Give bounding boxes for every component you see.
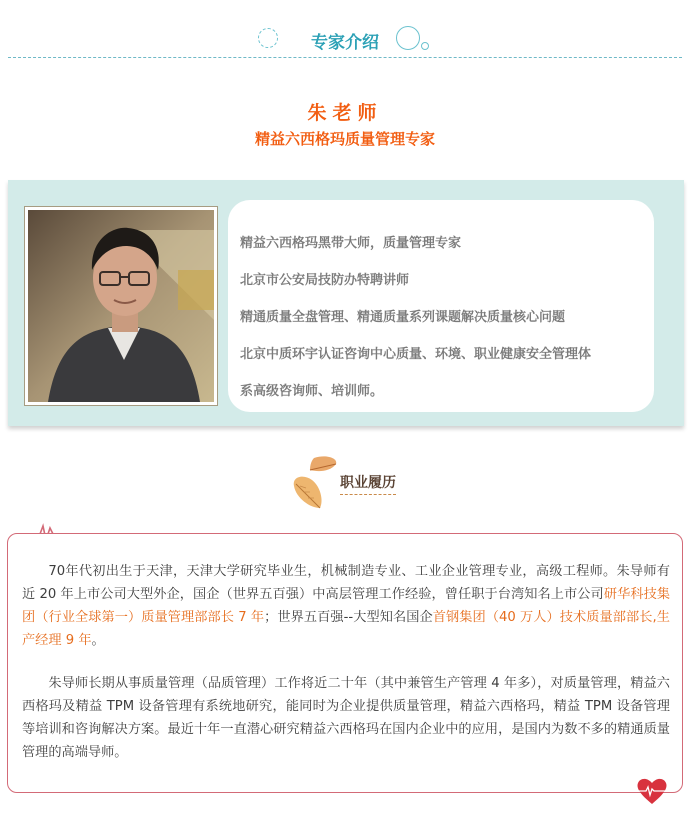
autumn-leaves-icon (286, 452, 342, 512)
profile-panel (8, 180, 684, 426)
portrait-frame (24, 206, 218, 406)
portrait-illustration (28, 210, 214, 402)
header-divider (8, 57, 682, 58)
bio-card (228, 200, 654, 412)
expert-subtitle: 精益六西格玛质量管理专家 (254, 130, 435, 148)
career-text: ；世界五百强--大型知名国企 (264, 610, 433, 625)
career-box (7, 533, 683, 793)
career-text: 70年代初出生于天津，天津大学研究毕业生，机械制造专业、工业企业管理专业，高级工程师。朱导师有近 20 年上市公司大型外企，国企（世界五百强）中高层管理工作经验，曾任职于台湾知名上市公司 (22, 564, 670, 602)
heart-icon (636, 776, 668, 806)
portrait-photo (28, 210, 214, 402)
bio-line: 精通质量全盘管理、精通质量系列课题解决质量核心问题 (240, 310, 566, 325)
career-paragraph (22, 560, 670, 652)
career-highlight: 研华科技集团（行业全球第一）质量管理部部长 7 年 (22, 587, 671, 625)
section-title: 专家介绍 (311, 33, 379, 53)
decorative-ring-icon (421, 42, 429, 50)
bio-line: 精益六西格玛黑带大师，质量管理专家 (240, 236, 462, 251)
bio-line: 北京市公安局技防办特聘讲师 (240, 273, 410, 288)
bio-line: 系高级咨询师、培训师。 (240, 384, 384, 399)
career-text: 。 (91, 633, 105, 648)
decorative-ring-icon (396, 26, 420, 50)
career-section-label: 职业履历 (340, 472, 396, 495)
career-paragraph: 朱导师长期从事质量管理（品质管理）工作将近二十年（其中兼管生产管理 4 年多），对质量管理，精益六西格玛及精益 TPM 设备管理有系统地研究，能同时为企业提供质量管理，精益六西格玛，精益 TPM 设备管理等培训和咨询解决方案。最近十年一直潜心研究精益六西格玛在国内企业中的应用，是国内为数不多的精通质量管理的高端导师。 (22, 676, 670, 760)
bio-line: 北京中质环宇认证咨询中心质量、环境、职业健康安全管理体 (240, 347, 592, 362)
section-header (0, 18, 690, 60)
career-highlight: 首钢集团（40 万人）技术质量部部长,生产经理 9 年 (22, 610, 670, 648)
expert-name: 朱老师 (307, 102, 383, 124)
